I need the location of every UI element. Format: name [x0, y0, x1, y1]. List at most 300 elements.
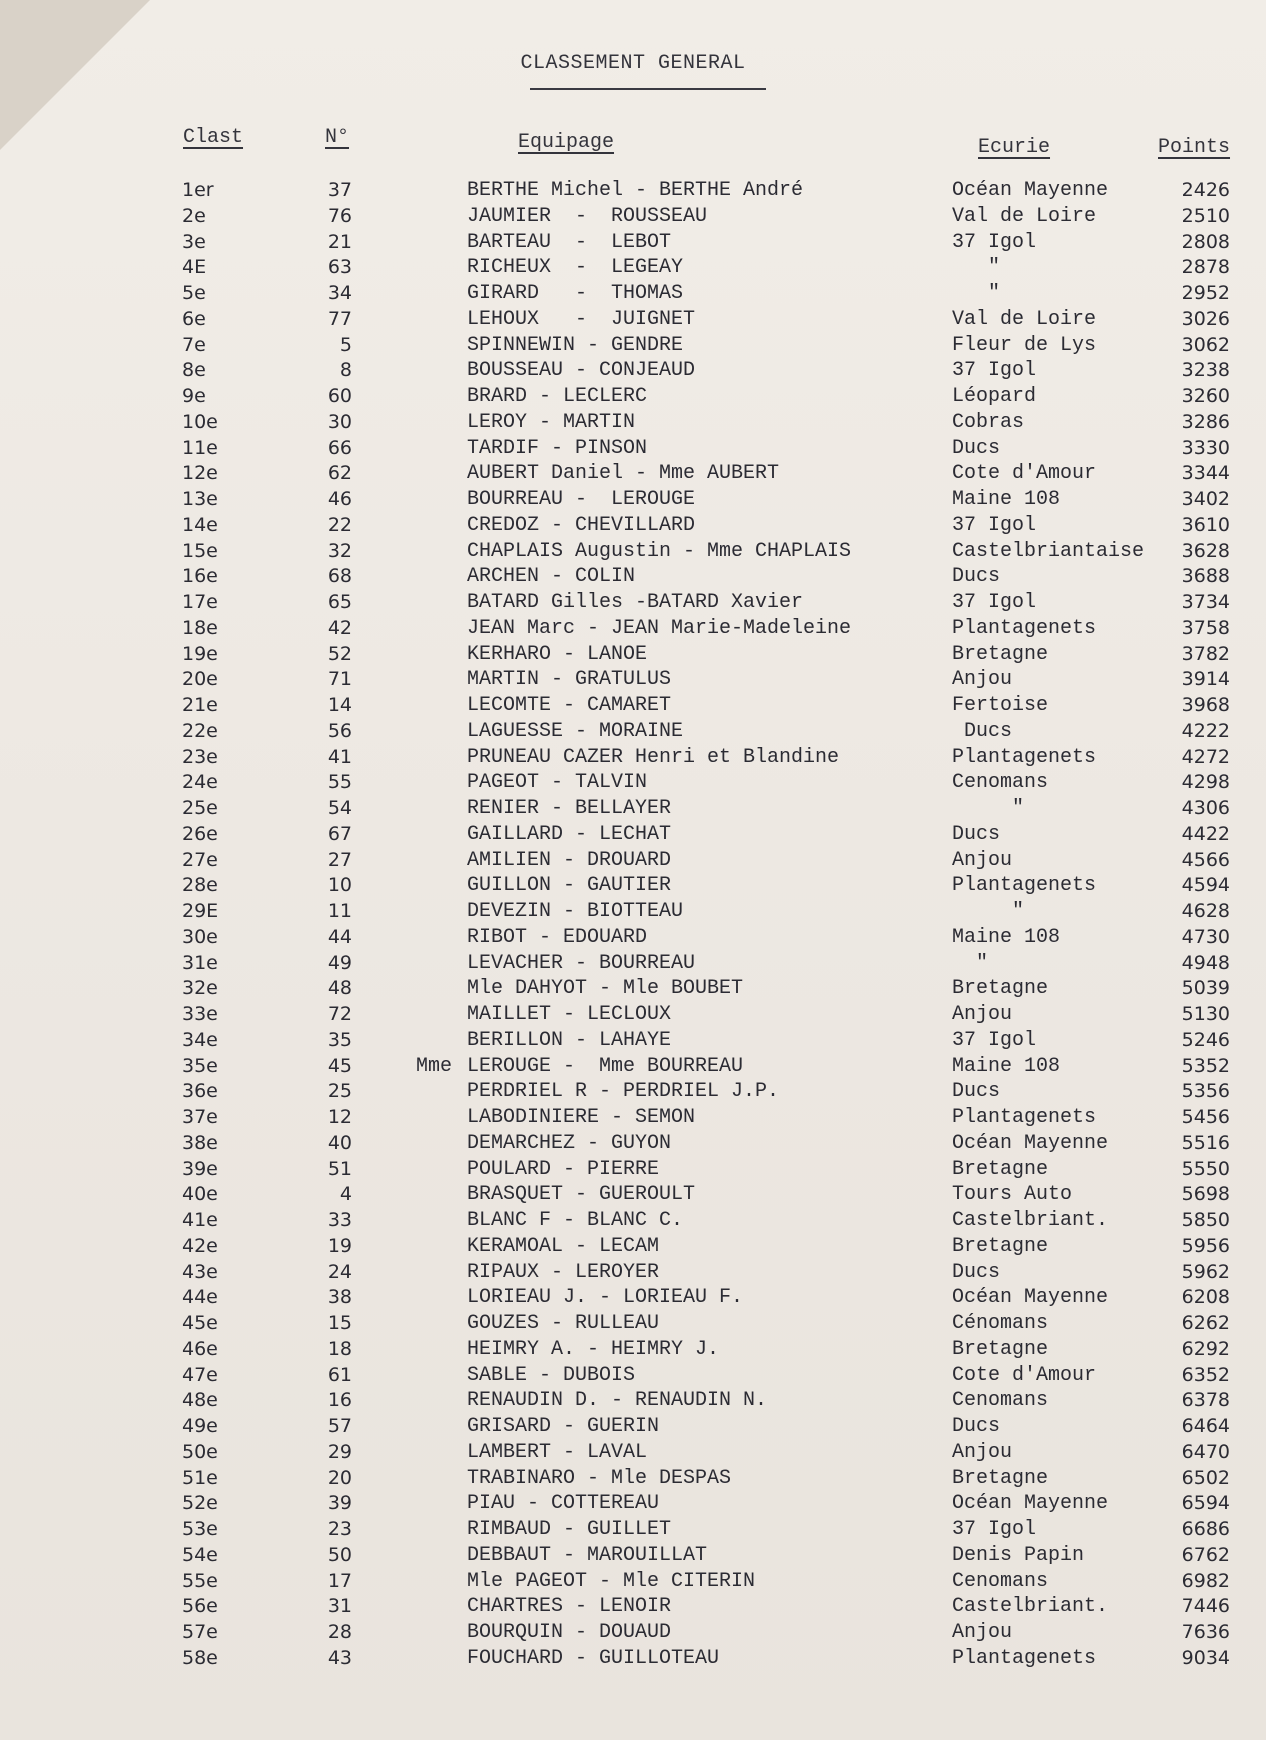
rank-cell: 43e — [182, 1260, 218, 1283]
club-cell: " — [952, 797, 1025, 820]
team-cell: LAMBERT - LAVAL — [467, 1440, 648, 1464]
table-row — [0, 1491, 1266, 1516]
rank-cell: 15e — [182, 539, 218, 562]
number-cell: 35 — [327, 1028, 352, 1051]
club-cell: Castelbriant. — [952, 1209, 1109, 1232]
rank-cell: 55e — [182, 1569, 218, 1592]
team-cell: FOUCHARD - GUILLOTEAU — [467, 1646, 720, 1670]
rank-cell: 50e — [182, 1440, 218, 1463]
club-cell: Océan Mayenne — [952, 1286, 1109, 1310]
points-cell: 3782 — [1181, 642, 1230, 665]
points-cell: 3758 — [1181, 616, 1230, 639]
table-row — [0, 1260, 1266, 1285]
number-cell: 44 — [327, 925, 352, 948]
rank-cell: 45e — [182, 1312, 218, 1334]
table-row — [0, 1054, 1266, 1079]
rank-cell: 38e — [182, 1131, 218, 1154]
table-row — [0, 822, 1266, 847]
table-row — [0, 1620, 1266, 1645]
table-row — [0, 1028, 1266, 1053]
number-cell: 48 — [327, 977, 352, 1000]
number-cell: 40 — [327, 1131, 352, 1154]
table-row — [0, 204, 1266, 229]
team-cell: RIBOT - EDOUARD — [467, 925, 648, 949]
team-cell: TRABINARO - Mle DESPAS — [467, 1466, 732, 1490]
team-cell: PRUNEAU CAZER Henri et Blandine — [467, 745, 840, 769]
table-row — [0, 410, 1266, 435]
club-cell: Plantagenets — [952, 745, 1097, 769]
points-cell: 4306 — [1181, 797, 1230, 819]
team-cell: LEHOUX - JUIGNET — [467, 307, 696, 331]
team-cell: HEIMRY A. - HEIMRY J. — [467, 1337, 720, 1361]
team-cell: POULARD - PIERRE — [467, 1157, 660, 1181]
number-cell: 23 — [327, 1518, 352, 1540]
club-cell: Ducs — [952, 1080, 1001, 1104]
team-cell: PERDRIEL R - PERDRIEL J.P. — [467, 1080, 780, 1104]
points-cell: 5456 — [1181, 1106, 1230, 1128]
table-row — [0, 461, 1266, 486]
points-cell: 5516 — [1181, 1131, 1230, 1154]
rank-cell: 22e — [182, 719, 218, 742]
team-cell: GRISARD - GUERIN — [467, 1415, 660, 1438]
team-cell: CREDOZ - CHEVILLARD — [467, 513, 696, 537]
rank-cell: 20e — [182, 668, 218, 691]
table-row — [0, 1105, 1266, 1130]
table-row — [0, 667, 1266, 692]
table-row — [0, 770, 1266, 795]
rank-cell: 8e — [182, 359, 206, 382]
table-row — [0, 487, 1266, 512]
team-cell: DEBBAUT - MAROUILLAT — [467, 1543, 708, 1567]
number-cell: 29 — [327, 1440, 352, 1463]
team-cell: KERHARO - LANOE — [467, 642, 648, 666]
number-cell: 14 — [327, 694, 352, 716]
table-row — [0, 899, 1266, 924]
rank-cell: 31e — [182, 951, 218, 974]
team-cell: LABODINIERE - SEMON — [467, 1106, 696, 1129]
club-cell: Bretagne — [952, 642, 1049, 666]
points-cell: 4594 — [1181, 874, 1230, 897]
number-cell: 24 — [327, 1260, 352, 1283]
rank-cell: 58e — [182, 1646, 218, 1669]
points-cell: 5039 — [1181, 977, 1230, 1000]
club-cell: Anjou — [952, 1621, 1013, 1644]
rank-cell: 41e — [182, 1209, 218, 1231]
club-cell: Anjou — [952, 848, 1013, 872]
club-cell: Val de Loire — [952, 307, 1097, 331]
rank-cell: 51e — [182, 1466, 218, 1489]
club-cell: Plantagenets — [952, 616, 1097, 640]
table-row — [0, 848, 1266, 873]
number-cell: 12 — [327, 1106, 352, 1128]
number-cell: 72 — [327, 1003, 352, 1025]
points-cell: 6262 — [1181, 1312, 1230, 1334]
table-row — [0, 1131, 1266, 1156]
rank-cell: 57e — [182, 1621, 218, 1643]
team-cell: MAILLET - LECLOUX — [467, 1003, 672, 1026]
points-cell: 3402 — [1181, 488, 1230, 510]
rank-cell: 9e — [182, 385, 206, 407]
rank-cell: 1er — [182, 179, 214, 201]
points-cell: 5550 — [1181, 1157, 1230, 1180]
table-row — [0, 1363, 1266, 1388]
table-row — [0, 590, 1266, 615]
table-row — [0, 358, 1266, 383]
club-cell: Cote d'Amour — [952, 1363, 1097, 1387]
number-cell: 63 — [327, 256, 352, 279]
points-cell: 6686 — [1181, 1518, 1230, 1540]
rank-cell: 54e — [182, 1543, 218, 1566]
rank-cell: 35e — [182, 1054, 218, 1077]
points-cell: 5246 — [1181, 1028, 1230, 1051]
number-cell: 68 — [327, 565, 352, 588]
club-cell: Bretagne — [952, 1337, 1049, 1361]
points-cell: 4730 — [1181, 925, 1230, 948]
table-row — [0, 1157, 1266, 1182]
number-cell: 4 — [339, 1183, 352, 1206]
number-cell: 5 — [339, 333, 352, 356]
number-cell: 22 — [327, 513, 352, 536]
club-cell: Anjou — [952, 668, 1013, 692]
team-cell: GOUZES - RULLEAU — [467, 1312, 660, 1335]
club-cell: Ducs — [952, 1260, 1001, 1284]
title-underline — [530, 88, 766, 90]
team-prefix-cell: Mme — [416, 1054, 453, 1078]
club-cell: Bretagne — [952, 1157, 1049, 1181]
rank-cell: 47e — [182, 1363, 218, 1386]
number-cell: 8 — [339, 359, 352, 382]
rank-cell: 24e — [182, 771, 218, 794]
points-cell: 6378 — [1181, 1389, 1230, 1412]
team-cell: LAGUESSE - MORAINE — [467, 719, 684, 743]
team-cell: GIRARD - THOMAS — [467, 282, 684, 305]
team-cell: BRARD - LECLERC — [467, 385, 648, 408]
table-row — [0, 1002, 1266, 1027]
table-row — [0, 1414, 1266, 1439]
number-cell: 15 — [327, 1312, 352, 1334]
team-cell: GUILLON - GAUTIER — [467, 874, 672, 898]
points-cell: 2808 — [1181, 230, 1230, 253]
table-row — [0, 1594, 1266, 1619]
points-cell: 3026 — [1181, 307, 1230, 330]
rank-cell: 10e — [182, 410, 218, 433]
points-cell: 4298 — [1181, 771, 1230, 794]
rank-cell: 40e — [182, 1183, 218, 1206]
points-cell: 6470 — [1181, 1440, 1230, 1463]
club-cell: Cénomans — [952, 1312, 1049, 1335]
club-cell: Anjou — [952, 1440, 1013, 1464]
rank-cell: 48e — [182, 1389, 218, 1412]
number-cell: 31 — [327, 1595, 352, 1618]
number-cell: 30 — [327, 410, 352, 433]
number-cell: 66 — [327, 436, 352, 459]
rank-cell: 14e — [182, 513, 218, 536]
club-cell: Bretagne — [952, 1234, 1049, 1258]
club-cell: Plantagenets — [952, 1106, 1097, 1129]
club-cell: Fleur de Lys — [952, 333, 1097, 357]
rank-cell: 5e — [182, 282, 206, 304]
number-cell: 61 — [327, 1363, 352, 1386]
table-row — [0, 925, 1266, 950]
rank-cell: 42e — [182, 1234, 218, 1257]
rank-cell: 16e — [182, 565, 218, 588]
points-cell: 3914 — [1181, 668, 1230, 691]
rank-cell: 21e — [182, 694, 218, 716]
club-cell: " — [952, 900, 1025, 923]
club-cell: 37 Igol — [952, 591, 1037, 614]
table-row — [0, 1285, 1266, 1310]
table-row — [0, 1182, 1266, 1207]
team-cell: BOUSSEAU - CONJEAUD — [467, 359, 696, 383]
team-cell: BATARD Gilles -BATARD Xavier — [467, 591, 804, 614]
club-cell: Castelbriant. — [952, 1595, 1109, 1619]
points-cell: 6594 — [1181, 1492, 1230, 1515]
points-cell: 3062 — [1181, 333, 1230, 356]
points-cell: 5698 — [1181, 1183, 1230, 1206]
table-row — [0, 1466, 1266, 1491]
points-cell: 6352 — [1181, 1363, 1230, 1386]
team-cell: LEROY - MARTIN — [467, 410, 636, 434]
table-row — [0, 1646, 1266, 1671]
club-cell: 37 Igol — [952, 359, 1037, 383]
rank-cell: 56e — [182, 1595, 218, 1618]
points-cell: 7446 — [1181, 1595, 1230, 1618]
club-cell: Ducs — [952, 719, 1013, 743]
rank-cell: 36e — [182, 1080, 218, 1103]
club-cell: 37 Igol — [952, 1028, 1037, 1052]
number-cell: 19 — [327, 1234, 352, 1257]
points-cell: 6208 — [1181, 1286, 1230, 1309]
team-cell: Mle DAHYOT - Mle BOUBET — [467, 977, 744, 1001]
rank-cell: 27e — [182, 848, 218, 871]
number-cell: 28 — [327, 1621, 352, 1643]
club-cell: Bretagne — [952, 977, 1049, 1001]
number-cell: 18 — [327, 1337, 352, 1360]
number-cell: 37 — [327, 179, 352, 201]
number-cell: 60 — [327, 385, 352, 407]
number-cell: 55 — [327, 771, 352, 794]
team-cell: BARTEAU - LEBOT — [467, 230, 672, 254]
team-cell: BERTHE Michel - BERTHE André — [467, 179, 804, 202]
points-cell: 6502 — [1181, 1466, 1230, 1489]
points-cell: 3286 — [1181, 410, 1230, 433]
rank-cell: 26e — [182, 822, 218, 845]
table-row — [0, 1440, 1266, 1465]
team-cell: LEROUGE - Mme BOURREAU — [467, 1054, 744, 1078]
rank-cell: 34e — [182, 1028, 218, 1051]
points-cell: 3968 — [1181, 694, 1230, 716]
number-cell: 42 — [327, 616, 352, 639]
table-row — [0, 976, 1266, 1001]
team-cell: CHAPLAIS Augustin - Mme CHAPLAIS — [467, 539, 852, 563]
rank-cell: 39e — [182, 1157, 218, 1180]
points-cell: 3344 — [1181, 462, 1230, 485]
rank-cell: 53e — [182, 1518, 218, 1540]
number-cell: 16 — [327, 1389, 352, 1412]
team-cell: RIPAUX - LEROYER — [467, 1260, 660, 1284]
points-cell: 5352 — [1181, 1054, 1230, 1077]
table-row — [0, 255, 1266, 280]
club-cell: Plantagenets — [952, 1646, 1097, 1670]
table-row — [0, 436, 1266, 461]
team-cell: ARCHEN - COLIN — [467, 565, 636, 589]
team-cell: BOURREAU - LEROUGE — [467, 488, 696, 511]
rank-cell: 33e — [182, 1003, 218, 1025]
number-cell: 41 — [327, 745, 352, 768]
table-row — [0, 745, 1266, 770]
rank-cell: 12e — [182, 462, 218, 485]
points-cell: 2878 — [1181, 256, 1230, 279]
club-cell: Ducs — [952, 565, 1001, 589]
table-row — [0, 384, 1266, 409]
team-cell: RICHEUX - LEGEAY — [467, 256, 684, 280]
team-cell: BRASQUET - GUEROULT — [467, 1183, 696, 1207]
points-cell: 3330 — [1181, 436, 1230, 459]
club-cell: Fertoise — [952, 694, 1049, 717]
team-cell: LECOMTE - CAMARET — [467, 694, 672, 717]
team-cell: RENIER - BELLAYER — [467, 797, 672, 820]
points-cell: 2426 — [1181, 179, 1230, 201]
club-cell: " — [952, 282, 1001, 305]
header-club: Ecurie — [978, 136, 1051, 159]
team-cell: Mle PAGEOT - Mle CITERIN — [467, 1569, 756, 1593]
table-row — [0, 230, 1266, 255]
rank-cell: 49e — [182, 1415, 218, 1437]
club-cell: Castelbriantaise — [952, 539, 1145, 563]
team-cell: CHARTRES - LENOIR — [467, 1595, 672, 1619]
number-cell: 46 — [327, 488, 352, 510]
team-cell: RENAUDIN D. - RENAUDIN N. — [467, 1389, 768, 1413]
table-row — [0, 951, 1266, 976]
team-cell: PIAU - COTTEREAU — [467, 1492, 660, 1516]
number-cell: 25 — [327, 1080, 352, 1103]
club-cell: Océan Mayenne — [952, 1131, 1109, 1155]
club-cell: Léopard — [952, 385, 1037, 408]
rank-cell: 2e — [182, 204, 206, 227]
team-cell: BERILLON - LAHAYE — [467, 1028, 672, 1052]
team-cell: DEVEZIN - BIOTTEAU — [467, 900, 684, 923]
table-row — [0, 1337, 1266, 1362]
team-cell: MARTIN - GRATULUS — [467, 668, 672, 692]
number-cell: 56 — [327, 719, 352, 742]
team-cell: JEAN Marc - JEAN Marie-Madeleine — [467, 616, 852, 640]
table-row — [0, 1079, 1266, 1104]
number-cell: 34 — [327, 282, 352, 304]
club-cell: Maine 108 — [952, 1054, 1061, 1078]
club-cell: Cote d'Amour — [952, 462, 1097, 486]
header-points: Points — [1158, 136, 1231, 159]
points-cell: 4222 — [1181, 719, 1230, 742]
number-cell: 20 — [327, 1466, 352, 1489]
rank-cell: 32e — [182, 977, 218, 1000]
club-cell: Maine 108 — [952, 488, 1061, 511]
table-row — [0, 1569, 1266, 1594]
points-cell: 4422 — [1181, 822, 1230, 845]
points-cell: 6762 — [1181, 1543, 1230, 1566]
table-row — [0, 1543, 1266, 1568]
team-cell: RIMBAUD - GUILLET — [467, 1518, 672, 1541]
table-row — [0, 178, 1266, 203]
team-cell: SABLE - DUBOIS — [467, 1363, 636, 1387]
number-cell: 49 — [327, 951, 352, 974]
team-cell: TARDIF - PINSON — [467, 436, 648, 460]
rank-cell: 30e — [182, 925, 218, 948]
number-cell: 62 — [327, 462, 352, 485]
points-cell: 3610 — [1181, 513, 1230, 536]
points-cell: 3238 — [1181, 359, 1230, 382]
table-row — [0, 873, 1266, 898]
team-cell: SPINNEWIN - GENDRE — [467, 333, 684, 357]
rank-cell: 11e — [182, 436, 218, 459]
rank-cell: 25e — [182, 797, 218, 819]
points-cell: 3260 — [1181, 385, 1230, 407]
club-cell: Plantagenets — [952, 874, 1097, 898]
rank-cell: 4E — [182, 256, 207, 279]
club-cell: Ducs — [952, 1415, 1001, 1438]
club-cell: 37 Igol — [952, 513, 1037, 537]
points-cell: 2952 — [1181, 282, 1230, 304]
number-cell: 33 — [327, 1209, 352, 1231]
club-cell: 37 Igol — [952, 230, 1037, 254]
club-cell: Océan Mayenne — [952, 179, 1109, 202]
team-cell: AUBERT Daniel - Mme AUBERT — [467, 462, 780, 486]
table-row — [0, 281, 1266, 306]
club-cell: Tours Auto — [952, 1183, 1073, 1207]
number-cell: 65 — [327, 591, 352, 613]
number-cell: 27 — [327, 848, 352, 871]
club-cell: Cobras — [952, 410, 1025, 434]
table-row — [0, 642, 1266, 667]
number-cell: 71 — [327, 668, 352, 691]
table-row — [0, 564, 1266, 589]
number-cell: 52 — [327, 642, 352, 665]
table-row — [0, 796, 1266, 821]
club-cell: Ducs — [952, 436, 1001, 460]
number-cell: 77 — [327, 307, 352, 330]
club-cell: Cenomans — [952, 771, 1049, 795]
table-row — [0, 719, 1266, 744]
points-cell: 6464 — [1181, 1415, 1230, 1437]
team-cell: KERAMOAL - LECAM — [467, 1234, 660, 1258]
team-cell: PAGEOT - TALVIN — [467, 771, 648, 795]
rank-cell: 23e — [182, 745, 218, 768]
team-cell: AMILIEN - DROUARD — [467, 848, 672, 872]
points-cell: 3688 — [1181, 565, 1230, 588]
rank-cell: 6e — [182, 307, 206, 330]
rank-cell: 7e — [182, 333, 206, 356]
rank-cell: 46e — [182, 1337, 218, 1360]
club-cell: Denis Papin — [952, 1543, 1085, 1567]
number-cell: 17 — [327, 1569, 352, 1592]
points-cell: 3628 — [1181, 539, 1230, 562]
header-team: Equipage — [518, 131, 615, 154]
folded-corner — [0, 0, 150, 150]
points-cell: 4272 — [1181, 745, 1230, 768]
team-cell: BOURQUIN - DOUAUD — [467, 1621, 672, 1644]
team-cell: GAILLARD - LECHAT — [467, 822, 672, 846]
rank-cell: 28e — [182, 874, 218, 897]
team-cell: JAUMIER - ROUSSEAU — [467, 204, 708, 228]
table-row — [0, 1517, 1266, 1542]
number-cell: 38 — [327, 1286, 352, 1309]
club-cell: Cenomans — [952, 1389, 1049, 1413]
club-cell: Océan Mayenne — [952, 1492, 1109, 1516]
header-number: N° — [325, 126, 350, 149]
table-row — [0, 1311, 1266, 1336]
rank-cell: 44e — [182, 1286, 218, 1309]
rank-cell: 37e — [182, 1106, 218, 1128]
table-row — [0, 1234, 1266, 1259]
